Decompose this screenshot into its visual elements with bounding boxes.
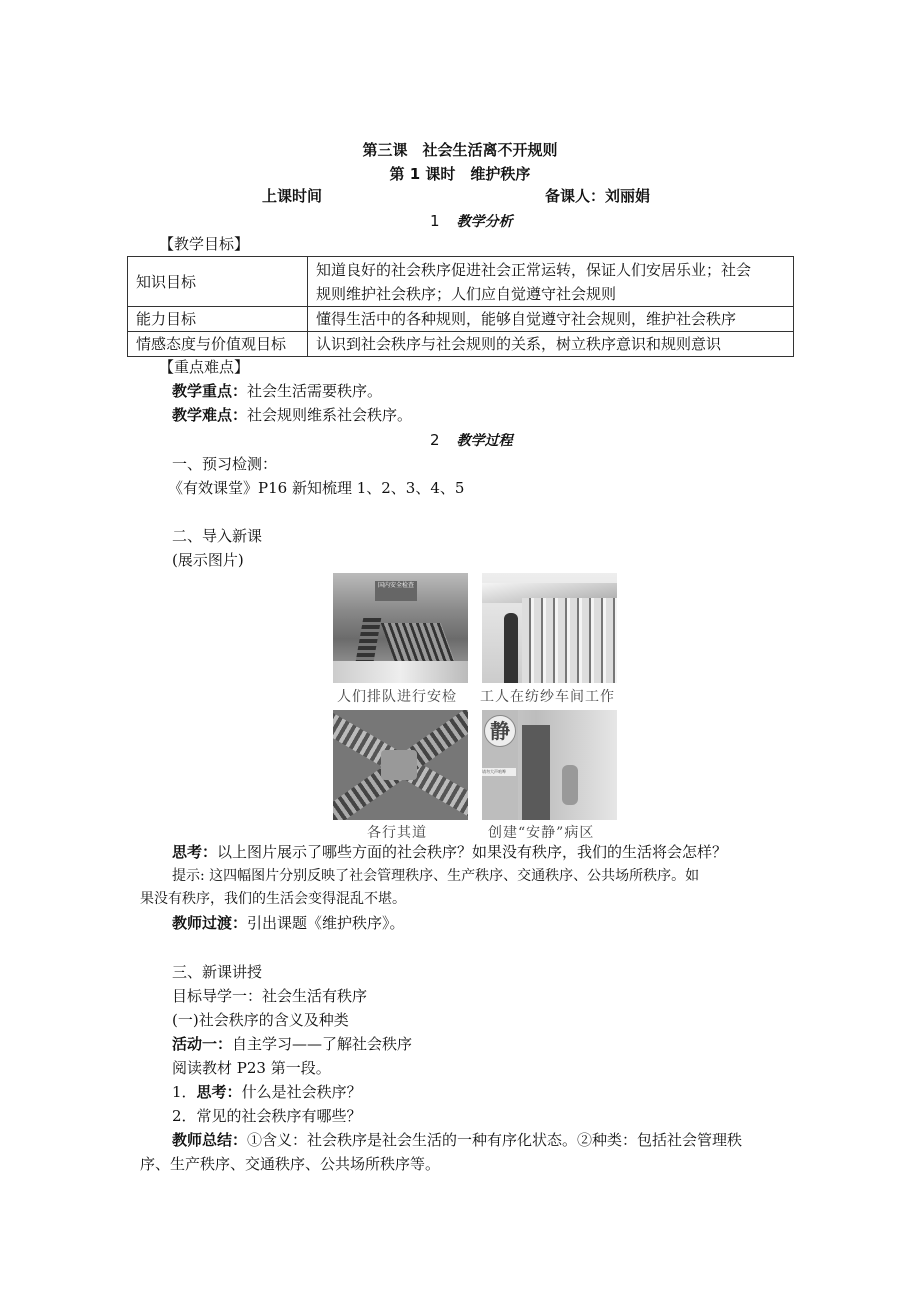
table-row xyxy=(128,332,794,357)
focus-label: 教学重点： xyxy=(172,382,248,400)
intro-note: (展示图片) xyxy=(172,551,244,569)
goal-value-line: 规则维护社会秩序；人们应自觉遵守社会规则 xyxy=(316,284,617,303)
hint-line: 提示: 这四幅图片分别反映了社会管理秩序、生产秩序、交通秩序、公共场所秩序。如 xyxy=(172,868,700,884)
table-row xyxy=(128,257,794,307)
teaching-difficulty xyxy=(172,405,412,425)
goal-value: 懂得生活中的各种规则，能够自觉遵守社会规则，维护社会秩序 xyxy=(308,307,794,332)
preview-heading: 一、预习检测： xyxy=(172,455,278,473)
goal-key: 能力目标 xyxy=(128,307,308,332)
goal-value xyxy=(308,257,794,307)
teacher-summary xyxy=(172,1130,742,1150)
transition-text: 引出课题《维护秩序》。 xyxy=(247,914,405,932)
summary-text: ①含义：社会秩序是社会生活的一种有序化状态。②种类：包括社会管理秩 xyxy=(247,1131,743,1149)
period-title: 第 1 课时 维护秩序 xyxy=(389,165,531,183)
reading-instruction: 阅读教材 P23 第一段。 xyxy=(172,1059,331,1077)
activity-label: 活动一： xyxy=(172,1035,233,1053)
section1-heading xyxy=(430,211,513,231)
teaching-focus xyxy=(172,381,382,401)
think-text: 以上图片展示了哪些方面的社会秩序？如果没有秩序，我们的生活将会怎样？ xyxy=(217,843,728,861)
goals-label: 【教学目标】 xyxy=(159,235,250,253)
q1-text: 什么是社会秩序？ xyxy=(241,1083,362,1101)
image-traffic-intersection xyxy=(333,710,468,820)
goals-table xyxy=(127,256,794,357)
lesson-title: 第三课 社会生活离不开规则 xyxy=(362,141,558,159)
image-security-check xyxy=(333,573,468,683)
image-caption: 工人在纺纱车间工作 xyxy=(480,689,615,705)
think-question xyxy=(172,842,727,862)
image-caption: 各行其道 xyxy=(367,825,427,841)
preview-text: 《有效课堂》P16 新知梳理 1、2、3、4、5 xyxy=(168,479,465,497)
intro-heading: 二、导入新课 xyxy=(172,527,263,545)
difficulty-text: 社会规则维系社会秩序。 xyxy=(247,406,413,424)
section-title: 教学分析 xyxy=(456,214,513,230)
new-lesson-heading: 三、新课讲授 xyxy=(172,963,263,981)
think-label: 思考： xyxy=(172,843,218,861)
q1-number: 1． xyxy=(172,1083,197,1101)
question-2: 2．常见的社会秩序有哪些？ xyxy=(172,1107,362,1125)
subsection-1: (一)社会秩序的含义及种类 xyxy=(172,1011,349,1029)
image-caption: 创建“安静”病区 xyxy=(488,825,595,841)
difficulty-label: 教学难点： xyxy=(172,406,248,424)
focus-text: 社会生活需要秩序。 xyxy=(247,382,383,400)
quiet-sign: 静 xyxy=(484,715,516,747)
section2-heading xyxy=(430,430,513,450)
teacher-transition xyxy=(172,913,405,933)
section-title: 教学过程 xyxy=(456,433,513,449)
image-caption: 人们排队进行安检 xyxy=(337,689,457,705)
class-time-label: 上课时间 xyxy=(262,187,323,205)
q1-label: 思考： xyxy=(196,1083,242,1101)
question-1 xyxy=(172,1082,362,1102)
image-quiet-ward xyxy=(482,710,617,820)
image-textile-workshop xyxy=(482,573,617,683)
goal-key: 知识目标 xyxy=(128,257,308,307)
goal-guide-1: 目标导学一：社会生活有秩序 xyxy=(172,987,368,1005)
section-number: 2 xyxy=(430,431,440,449)
key-points-label: 【重点难点】 xyxy=(159,358,250,376)
summary-label: 教师总结： xyxy=(172,1131,248,1149)
hint-line: 果没有秩序，我们的生活会变得混乱不堪。 xyxy=(140,891,406,907)
section-number: 1 xyxy=(430,212,440,230)
transition-label: 教师过渡： xyxy=(172,914,248,932)
goal-key: 情感态度与价值观目标 xyxy=(128,332,308,357)
quiet-subsign: 请勿大声喧哗 xyxy=(482,768,516,776)
security-sign: 国内安全检查 xyxy=(375,581,417,601)
image-grid xyxy=(333,573,623,841)
preparer: 备课人：刘丽娟 xyxy=(545,187,651,205)
summary-line: 序、生产秩序、交通秩序、公共场所秩序等。 xyxy=(140,1155,441,1173)
goal-value: 认识到社会秩序与社会规则的关系，树立秩序意识和规则意识 xyxy=(308,332,794,357)
goal-value-line: 知道良好的社会秩序促进社会正常运转，保证人们安居乐业；社会 xyxy=(316,260,752,279)
activity-text: 自主学习——了解社会秩序 xyxy=(232,1035,413,1053)
activity-one xyxy=(172,1034,412,1054)
table-row xyxy=(128,307,794,332)
